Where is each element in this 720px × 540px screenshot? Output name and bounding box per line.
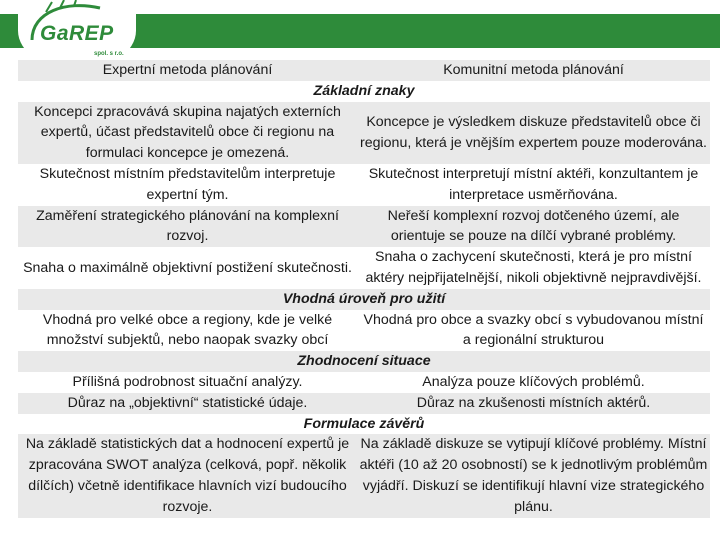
cell-right: Vhodná pro obce a svazky obcí s vybudovanou místní a regionální strukturou <box>357 310 710 352</box>
section-title: Vhodná úroveň pro užití <box>18 289 710 310</box>
header-right: Komunitní metoda plánování <box>357 60 710 81</box>
cell-right: Na základě diskuze se vytipují klíčové problémy. Místní aktéři (10 až 20 osobností) se k jednotlivým problémům vyjádří. Diskuzí se identifikují hlavní vize strategického plánu. <box>357 434 710 517</box>
cell-left: Přílišná podrobnost situační analýzy. <box>18 372 357 393</box>
comparison-table <box>18 60 710 518</box>
logo-subtext: spol. s r.o. <box>94 51 124 57</box>
cell-left: Skutečnost místním představitelům interpretuje expertní tým. <box>18 164 357 206</box>
section-title-row <box>18 414 710 435</box>
table-row <box>18 164 710 206</box>
header-row <box>18 60 710 81</box>
table-row <box>18 206 710 248</box>
section-title-row <box>18 81 710 102</box>
header-left: Expertní metoda plánování <box>18 60 357 81</box>
cell-left: Snaha o maximálně objektivní postižení skutečnosti. <box>18 247 357 289</box>
section-title: Formulace závěrů <box>18 414 710 435</box>
table-row <box>18 102 710 164</box>
cell-right: Neřeší komplexní rozvoj dotčeného území, ale orientuje se pouze na dílčí vybrané problémy. <box>357 206 710 248</box>
section-title-row <box>18 289 710 310</box>
table-row <box>18 393 710 414</box>
cell-left: Důraz na „objektivní“ statistické údaje. <box>18 393 357 414</box>
table-row <box>18 247 710 289</box>
section-title: Zhodnocení situace <box>18 351 710 372</box>
cell-right: Koncepce je výsledkem diskuze představitelů obce či regionu, která je vnějším expertem pouze moderována. <box>357 102 710 164</box>
table-row <box>18 372 710 393</box>
cell-right: Důraz na zkušenosti místních aktérů. <box>357 393 710 414</box>
section-title-row <box>18 351 710 372</box>
section-title: Základní znaky <box>18 81 710 102</box>
cell-left: Zaměření strategického plánování na komplexní rozvoj. <box>18 206 357 248</box>
table-row <box>18 310 710 352</box>
cell-right: Snaha o zachycení skutečnosti, která je pro místní aktéry nejpřijatelnější, nikoli objektivně nejpravdivější. <box>357 247 710 289</box>
cell-left: Na základě statistických dat a hodnocení expertů je zpracována SWOT analýza (celková, popř. několik dílčích) včetně identifikace hlavních vizí budoucího rozvoje. <box>18 434 357 517</box>
table-row <box>18 434 710 517</box>
cell-left: Koncepci zpracovává skupina najatých externích expertů, účast představitelů obce či regionu na formulaci koncepce je omezená. <box>18 102 357 164</box>
cell-left: Vhodná pro velké obce a regiony, kde je velké množství subjektů, nebo naopak svazky obcí <box>18 310 357 352</box>
cell-right: Analýza pouze klíčových problémů. <box>357 372 710 393</box>
cell-right: Skutečnost interpretují místní aktéři, konzultantem je interpretace usměrňována. <box>357 164 710 206</box>
logo-text: GaREP <box>40 22 114 45</box>
